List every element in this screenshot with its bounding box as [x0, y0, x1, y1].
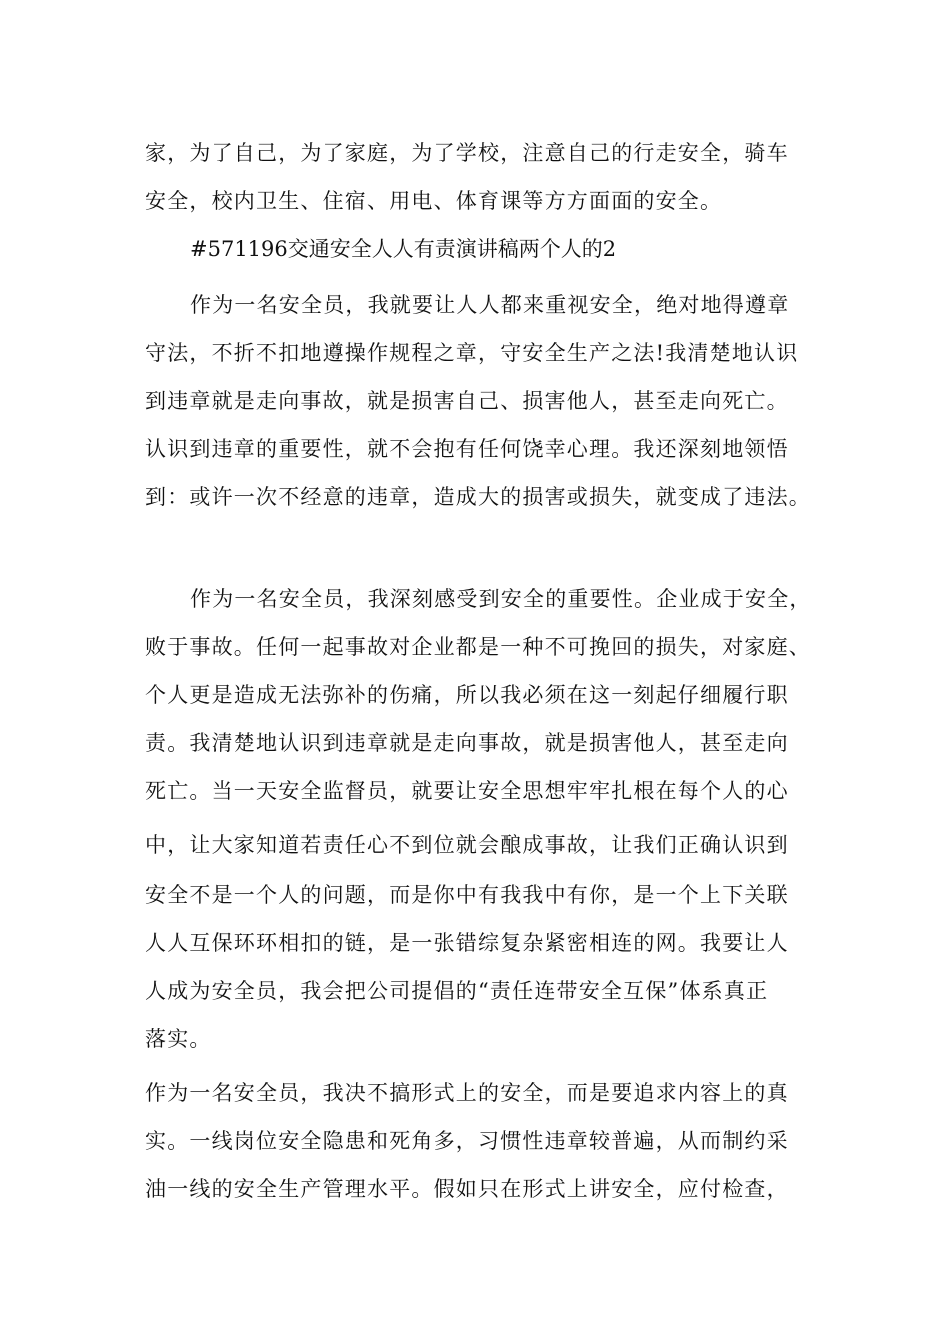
text-line: 人人互保环环相扣的链，是一张错综复杂紧密相连的网。我要让人 — [145, 931, 789, 955]
text-line: 作为一名安全员，我就要让人人都来重视安全，绝对地得遵章 — [190, 293, 790, 317]
text-line: 守法，不折不扣地遵操作规程之章，守安全生产之法!我清楚地认识 — [145, 341, 799, 365]
text-line: 油一线的安全生产管理水平。假如只在形式上讲安全，应付检查， — [145, 1177, 789, 1201]
section-heading: #571196交通安全人人有责演讲稿两个人的2 — [190, 237, 617, 261]
text-line: 安全不是一个人的问题，而是你中有我我中有你，是一个上下关联 — [145, 883, 789, 907]
text-line: 家，为了自己，为了家庭，为了学校，注意自己的行走安全，骑车 — [145, 141, 789, 165]
text-line: 实。一线岗位安全隐患和死角多，习惯性违章较普遍，从而制约采 — [145, 1129, 789, 1153]
text-line: 作为一名安全员，我决不搞形式上的安全，而是要追求内容上的真 — [145, 1081, 789, 1105]
text-line: 死亡。当一天安全监督员，就要让安全思想牢牢扎根在每个人的心 — [145, 779, 789, 803]
text-line: 人成为安全员，我会把公司提倡的“责任连带安全互保”体系真正 — [145, 979, 769, 1003]
text-line: 责。我清楚地认识到违章就是走向事故，就是损害他人，甚至走向 — [145, 731, 789, 755]
text-line: 安全，校内卫生、住宿、用电、体育课等方方面面的安全。 — [145, 189, 723, 213]
text-line: 到：或许一次不经意的违章，造成大的损害或损失，就变成了违法。 — [145, 485, 811, 509]
text-line: 认识到违章的重要性，就不会抱有任何饶幸心理。我还深刻地领悟 — [145, 437, 789, 461]
text-line: 个人更是造成无法弥补的伤痛，所以我必须在这一刻起仔细履行职 — [145, 683, 789, 707]
text-line: 到违章就是走向事故，就是损害自己、损害他人，甚至走向死亡。 — [145, 389, 789, 413]
text-line: 败于事故。任何一起事故对企业都是一种不可挽回的损失，对家庭、 — [145, 635, 811, 659]
text-line: 落实。 — [145, 1027, 212, 1051]
text-line: 作为一名安全员，我深刻感受到安全的重要性。企业成于安全， — [190, 587, 812, 611]
text-line: 中，让大家知道若责任心不到位就会酿成事故，让我们正确认识到 — [145, 833, 789, 857]
